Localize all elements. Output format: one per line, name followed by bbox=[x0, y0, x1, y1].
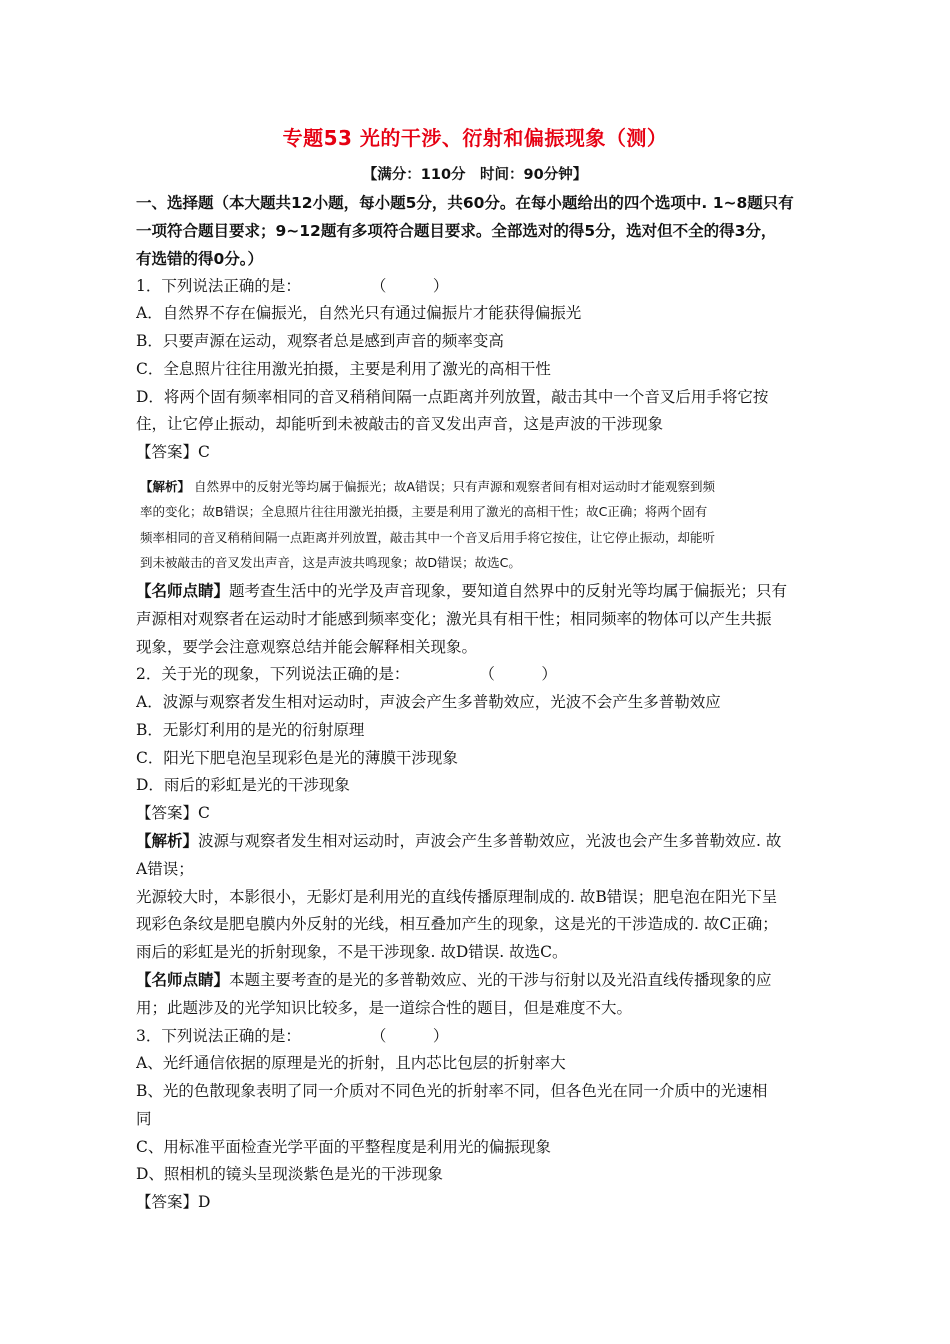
tip-text: 题考查生活中的光学及声音现象，要知道自然界中的反射光等均属于偏振光；只有 bbox=[229, 582, 788, 600]
question-1-option-d-line-2: 住，让它停止振动，却能听到未被敲击的音叉发出声音，这是声波的干涉现象 bbox=[136, 415, 664, 433]
question-1-option-b: B．只要声源在运动，观察者总是感到声音的频率变高 bbox=[136, 332, 504, 350]
question-2-stem bbox=[136, 664, 826, 684]
question-1-explanation-line-3: 频率相同的音叉稍稍间隔一点距离并列放置，敲击其中一个音叉后用手将它按住，让它停止振动，却能听 bbox=[140, 530, 716, 545]
question-2-option-d: D．雨后的彩虹是光的干涉现象 bbox=[136, 776, 350, 794]
question-1-option-a: A．自然界不存在偏振光，自然光只有通过偏振片才能获得偏振光 bbox=[136, 304, 582, 322]
question-3-answer: 【答案】D bbox=[136, 1193, 211, 1211]
question-2-option-c: C．阳光下肥皂泡呈现彩色是光的薄膜干涉现象 bbox=[136, 749, 458, 767]
question-2-text: 2．关于光的现象，下列说法正确的是： bbox=[136, 665, 410, 683]
question-1-explanation-line-1 bbox=[140, 477, 830, 497]
section-instructions-line-2: 一项符合题目要求；9~12题有多项符合题目要求。全部选对的得5分，选对但不全的得3分， bbox=[136, 222, 777, 240]
question-2-explanation-line-4: 现彩色条纹是肥皂膜内外反射的光线，相互叠加产生的现象，这是光的干涉造成的. 故C正确； bbox=[136, 915, 778, 933]
question-3-stem bbox=[136, 1026, 826, 1046]
question-1-tip-line-2: 声源相对观察者在运动时才能感到频率变化；激光具有相干性；相同频率的物体可以产生共振 bbox=[136, 610, 772, 628]
question-1-text: 1．下列说法正确的是： bbox=[136, 277, 301, 295]
question-1-answer-blank: （ ） bbox=[370, 277, 449, 295]
explanation-text: 波源与观察者发生相对运动时，声波会产生多普勒效应，光波也会产生多普勒效应. 故 bbox=[198, 832, 782, 850]
tip-tag: 【名师点睛】 bbox=[136, 582, 230, 600]
question-1-tip-line-1 bbox=[136, 581, 826, 601]
question-2-answer-blank: （ ） bbox=[479, 665, 557, 683]
question-3-text: 3．下列说法正确的是： bbox=[136, 1027, 301, 1045]
question-1-explanation-line-4: 到未被敲击的音叉发出声音，这是声波共鸣现象；故D错误；故选C。 bbox=[140, 555, 521, 570]
tip-tag: 【名师点睛】 bbox=[136, 971, 230, 989]
question-1-explanation-line-2: 率的变化；故B错误；全息照片往往用激光拍摄，主要是利用了激光的高相干性；故C正确；将两个固有 bbox=[140, 504, 708, 519]
explanation-tag: 【解析】 bbox=[136, 832, 199, 850]
section-instructions-line-1: 一、选择题（本大题共12小题，每小题5分，共60分。在每小题给出的四个选项中. 1~8题只有 bbox=[136, 194, 794, 212]
question-1-option-c: C．全息照片往往用激光拍摄，主要是利用了激光的高相干性 bbox=[136, 360, 551, 378]
question-2-explanation-line-1 bbox=[136, 831, 826, 851]
question-2-tip-line-1 bbox=[136, 970, 826, 990]
page-title: 专题53 光的干涉、衍射和偏振现象（测） bbox=[282, 126, 668, 150]
question-3-answer-blank: （ ） bbox=[370, 1027, 449, 1045]
question-2-answer: 【答案】C bbox=[136, 804, 210, 822]
question-3-option-a: A、光纤通信依据的原理是光的折射，且内芯比包层的折射率大 bbox=[136, 1054, 566, 1072]
question-1-option-d-line-1: D．将两个固有频率相同的音叉稍稍间隔一点距离并列放置，敲击其中一个音叉后用手将它按 bbox=[136, 388, 769, 406]
question-2-tip-line-2: 用；此题涉及的光学知识比较多，是一道综合性的题目，但是难度不大。 bbox=[136, 999, 633, 1017]
question-2-option-a: A．波源与观察者发生相对运动时，声波会产生多普勒效应，光波不会产生多普勒效应 bbox=[136, 693, 721, 711]
question-3-option-d: D、照相机的镜头呈现淡紫色是光的干涉现象 bbox=[136, 1165, 443, 1183]
question-1-tip-line-3: 现象，要学会注意观察总结并能会解释相关现象。 bbox=[136, 638, 478, 656]
question-3-option-b-line-2: 同 bbox=[136, 1110, 152, 1128]
section-instructions-line-3: 有选错的得0分。） bbox=[136, 250, 264, 268]
question-2-explanation-line-2: A错误； bbox=[136, 860, 194, 878]
tip-text: 本题主要考查的是光的多普勒效应、光的干涉与衍射以及光沿直线传播现象的应 bbox=[229, 971, 772, 989]
question-2-explanation-line-5: 雨后的彩虹是光的折射现象，不是干涉现象. 故D错误. 故选C。 bbox=[136, 943, 568, 961]
explanation-text: 自然界中的反射光等均属于偏振光；故A错误；只有声源和观察者间有相对运动时才能观察到频 bbox=[194, 479, 716, 494]
question-1-stem bbox=[136, 276, 826, 296]
question-3-option-b-line-1: B、光的色散现象表明了同一介质对不同色光的折射率不同，但各色光在同一介质中的光速相 bbox=[136, 1082, 768, 1100]
question-1-answer: 【答案】C bbox=[136, 443, 210, 461]
question-2-explanation-line-3: 光源较大时，本影很小，无影灯是利用光的直线传播原理制成的. 故B错误；肥皂泡在阳光下呈 bbox=[136, 888, 778, 906]
question-3-option-c: C、用标准平面检查光学平面的平整程度是利用光的偏振现象 bbox=[136, 1138, 551, 1156]
question-2-option-b: B．无影灯利用的是光的衍射原理 bbox=[136, 721, 365, 739]
score-info: 【满分：110分 时间：90分钟】 bbox=[362, 167, 588, 183]
explanation-tag: 【解析】 bbox=[140, 479, 191, 494]
